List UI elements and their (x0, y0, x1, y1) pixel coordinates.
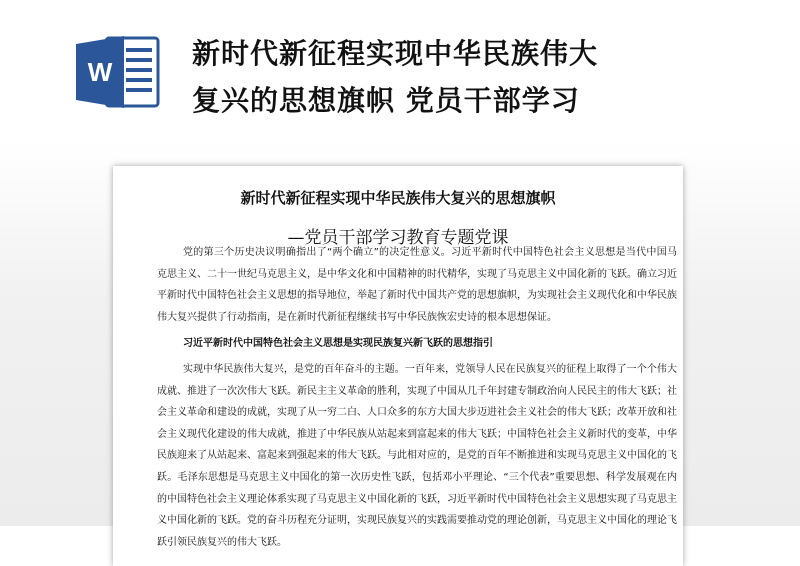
paragraph-line: 党的第三个历史决议明确指出了“两个确立”的决定性意义。习近平新时代中国特色社会主义思想是当代中国马 (183, 247, 677, 258)
paragraph-line: 伟大复兴提供了行动指南，是在新时代新征程继续书写中华民族恢宏史诗的根本思想保证。 (157, 311, 557, 323)
paragraph-line: 的中国特色社会主义理论体系实现了马克思主义中国化新的飞跃，习近平新时代中国特色社会主义思想实现了马克思主 (157, 493, 677, 505)
document-title: 新时代新征程实现中华民族伟大复兴的思想旗帜 (240, 189, 556, 207)
paragraph-line: 会主义现代化建设的伟大成就，推进了中华民族从站起来到富起来的伟大飞跃；中国特色社会主义新时代的变革，中华 (157, 428, 677, 440)
paragraph-line: 跃引领民族复兴的伟大飞跃。 (157, 536, 287, 548)
paragraph-line: 会主义革命和建设的成就，实现了从一穷二白、人口众多的东方大国大步迈进社会主义社会的伟大飞跃；改革开放和社 (157, 407, 677, 419)
svg-text:W: W (87, 57, 113, 87)
banner-title-line: 新时代新征程实现中华民族伟大 (192, 37, 599, 70)
banner-title (192, 30, 598, 124)
paragraph-line: 跃。毛泽东思想是马克思主义中国化的第一次历史性飞跃，包括邓小平理论、“三个代表”重要思想、科学发展观在内 (157, 472, 677, 483)
section-heading: 习近平新时代中国特色社会主义思想是实现民族复兴新飞跃的思想指引 (183, 338, 493, 349)
paragraph-line: 义中国化新的飞跃。党的奋斗历程充分证明，实现民族复兴的实践需要推动党的理论创新，马克思主义中国化的理论飞 (157, 515, 677, 527)
paragraph-line: 实现中华民族伟大复兴，是党的百年奋斗的主题。一百年来，党领导人民在民族复兴的征程上取得了一个个伟大 (183, 364, 677, 375)
paragraph-line: 成就、推进了一次次伟大飞跃。新民主主义革命的胜利，实现了中国从几千年封建专制政治向人民民主的伟大飞跃；社 (157, 385, 677, 397)
paragraph-line: 克思主义、二十一世纪马克思主义，是中华文化和中国精神的时代精华，实现了马克思主义中国化新的飞跃。确立习近 (157, 268, 677, 280)
paragraph-line: 民族迎来了从站起来、富起来到强起来的伟大飞跃。与此相对应的，是党的百年不断推进和实现马克思主义中国化的飞 (157, 450, 677, 462)
document-subtitle: —党员干部学习教育专题党课 (287, 228, 509, 248)
document-page (113, 166, 683, 566)
banner-title-line: 复兴的思想旗帜 党员干部学习 (192, 84, 580, 117)
paragraph-line: 平新时代中国特色社会主义思想的指导地位，举起了新时代中国共产党的思想旗帜，为实现社会主义现代化和中华民族 (157, 290, 677, 302)
word-document-icon (76, 34, 162, 110)
